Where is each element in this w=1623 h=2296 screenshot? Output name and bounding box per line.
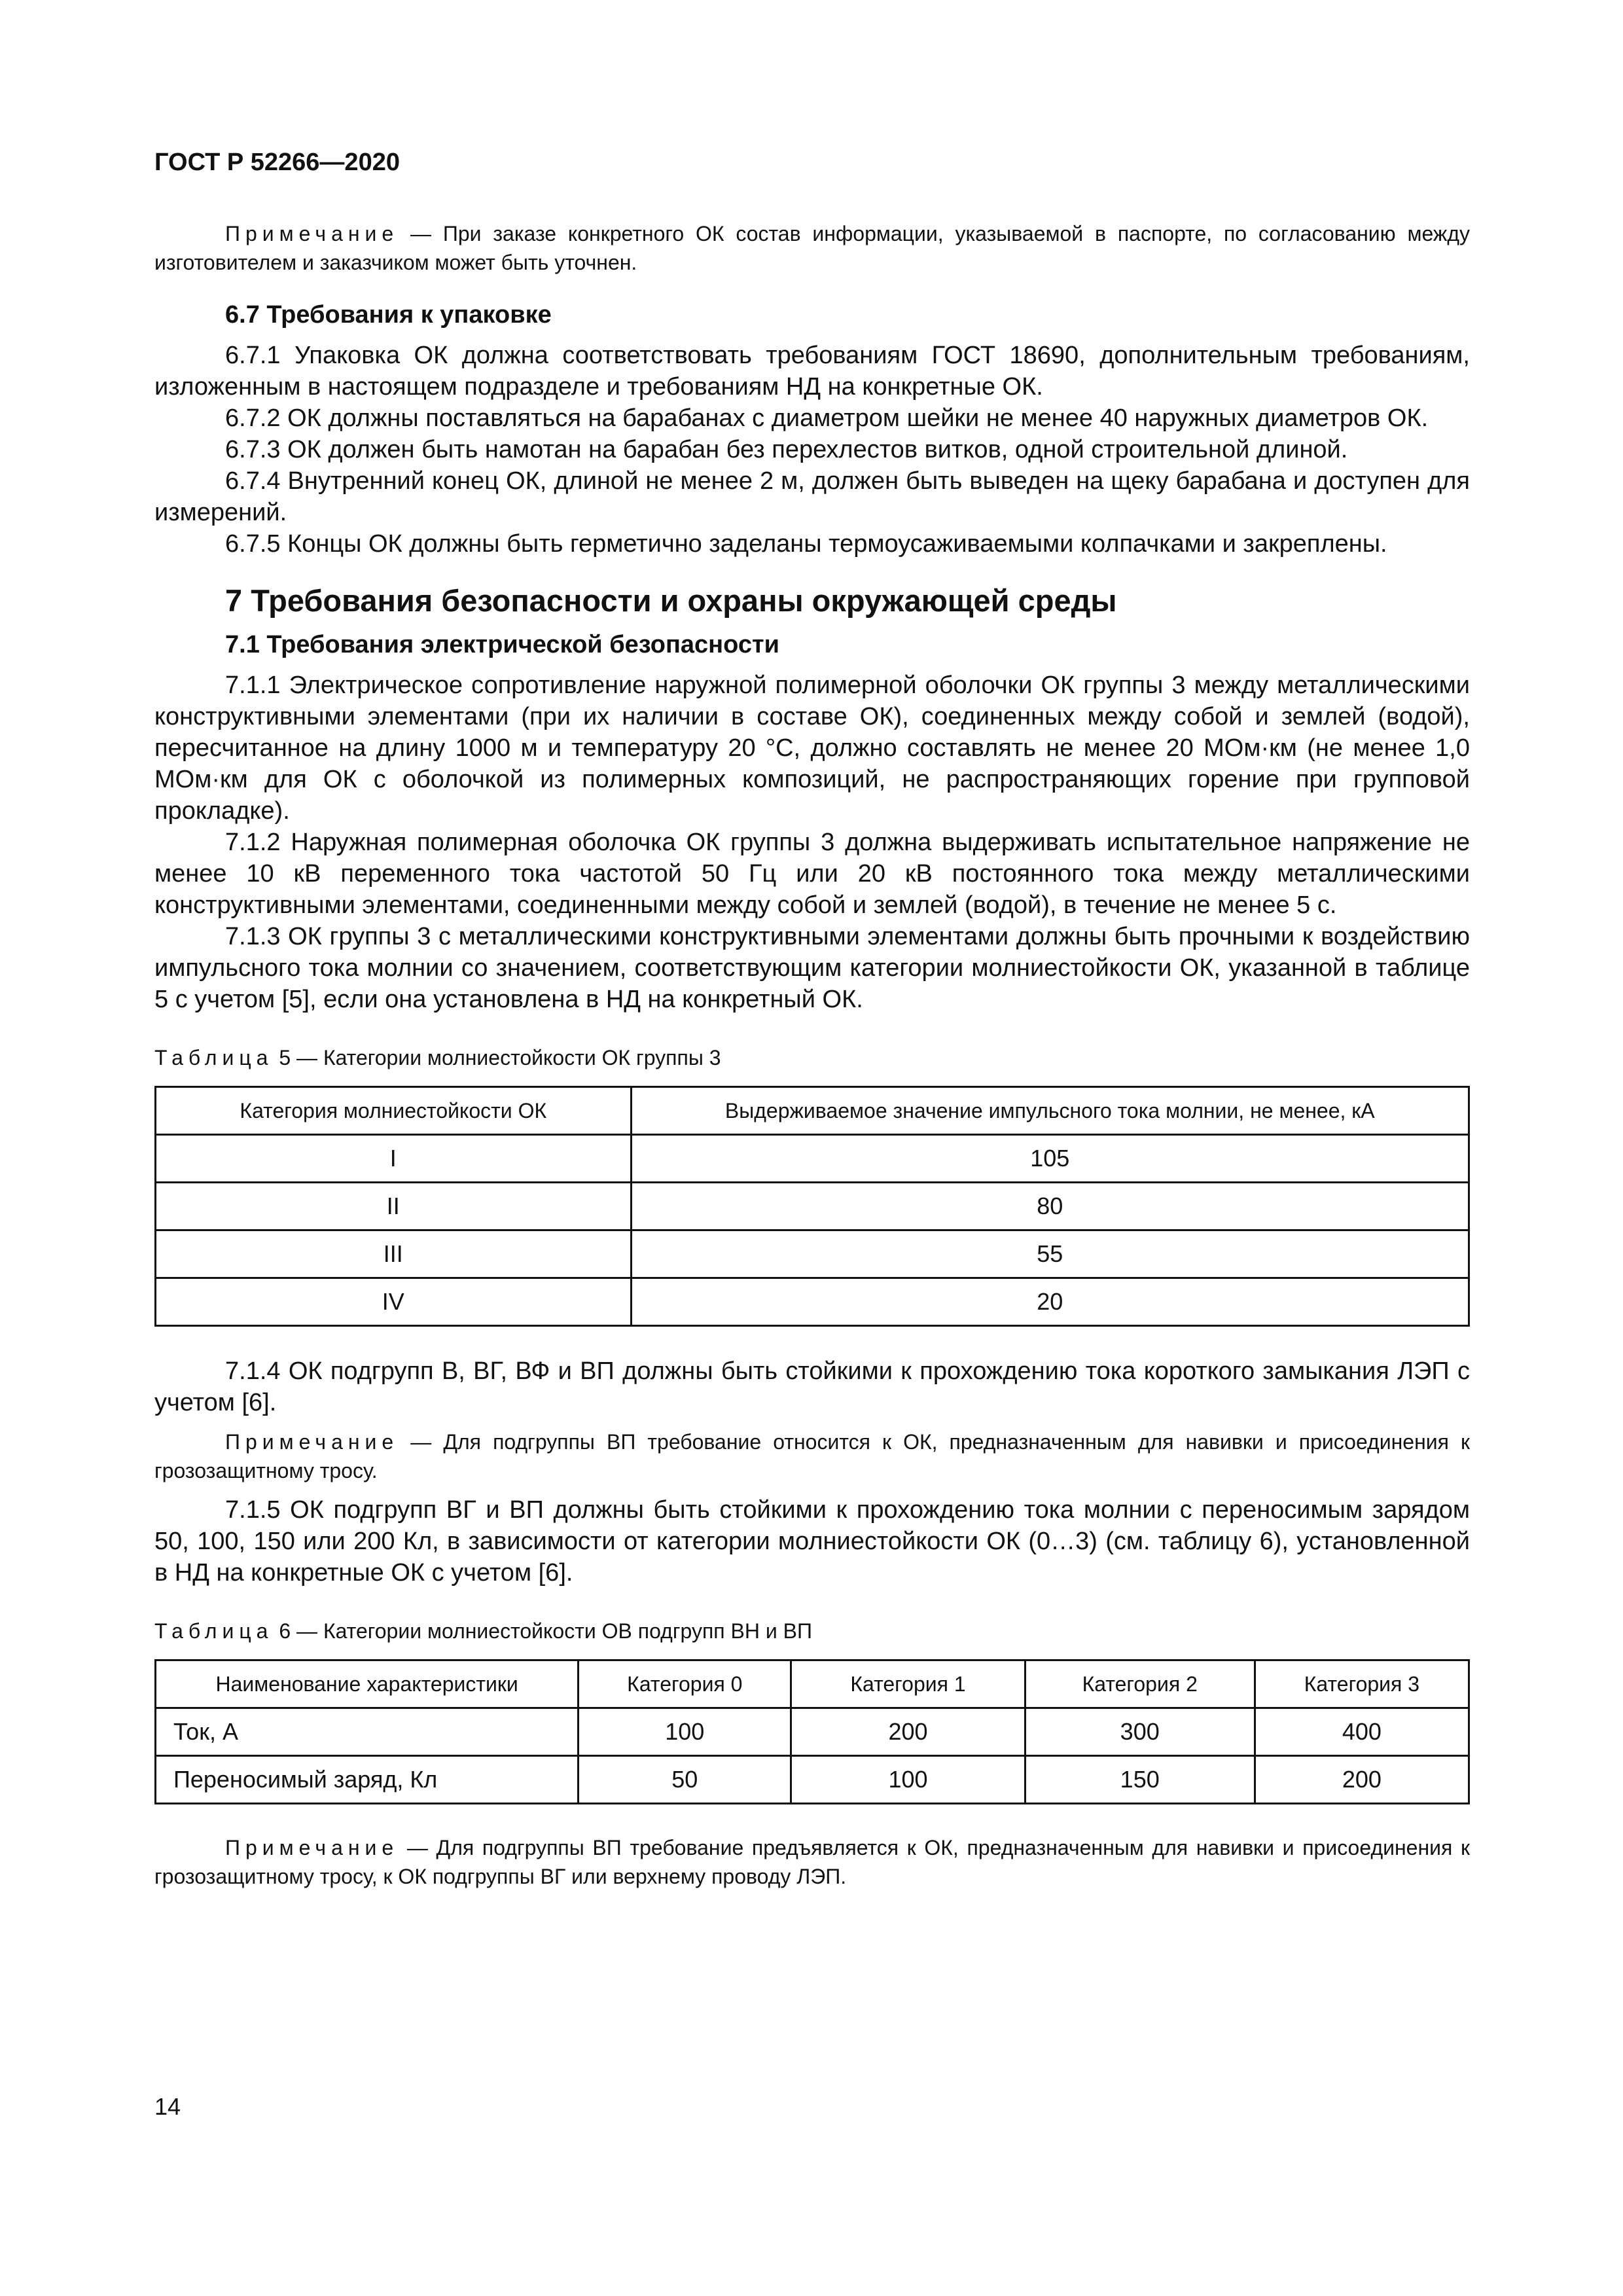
table-cell: 300 — [1025, 1708, 1255, 1756]
para-7-1-3: 7.1.3 ОК группы 3 с металлическими конструктивными элементами должны быть прочными к воздействию импульсного тока молнии со значением, соответствующим категории молниестойкости ОК, указанной в таблице 5 с учетом [5], если она установлена в НД на конкретный ОК. — [154, 923, 1470, 1013]
para-6-7-3: 6.7.3 ОК должен быть намотан на барабан без перехлестов витков, одной строительной длиной. — [225, 436, 1348, 463]
table-cell: 400 — [1255, 1708, 1469, 1756]
table-cell: 150 — [1025, 1756, 1255, 1804]
table-row — [156, 1756, 1469, 1804]
para-6-7-1: 6.7.1 Упаковка ОК должна соответствовать требованиям ГОСТ 18690, дополнительным требованиям, изложенным в настоящем подразделе и требованиям НД на конкретные ОК. — [154, 342, 1470, 401]
section-7-1-title: 7.1 Требования электрической безопасности — [225, 631, 779, 658]
table-header-cell: Наименование характеристики — [156, 1660, 579, 1708]
note-passport — [154, 219, 1470, 277]
table-cell: II — [156, 1183, 632, 1230]
table-header-cell: Категория 3 — [1255, 1660, 1469, 1708]
table-row — [156, 1183, 1469, 1230]
table-cell: Переносимый заряд, Кл — [156, 1756, 579, 1804]
table-5-caption — [154, 1044, 1470, 1071]
table-6 — [154, 1659, 1470, 1804]
table-cell: IV — [156, 1278, 632, 1326]
table-6-caption — [154, 1617, 1470, 1645]
table-caption-label: Таблица — [154, 1619, 274, 1643]
table-row — [156, 1278, 1469, 1326]
note-vp-subgroup — [154, 1427, 1470, 1485]
para-7-1-2: 7.1.2 Наружная полимерная оболочка ОК группы 3 должна выдерживать испытательное напряжение не менее 10 кВ переменного тока частотой 50 Гц или 20 кВ постоянного тока между металлическими конструктивными элементами, соединенными между собой и землей (водой), в течение не менее 5 с. — [154, 829, 1470, 919]
para-7-1-1: 7.1.1 Электрическое сопротивление наружной полимерной оболочки ОК группы 3 между металлическими конструктивными элементами (при их наличии в составе ОК), соединенных между собой и землей (водой), пересчитанное на длину 1000 м и температуру 20 °С, должно составлять не менее 20 МОм·км (не менее 1,0 МОм·км для ОК с оболочкой из полимерных композиций, не распространяющих горение при групповой прокладке). — [154, 672, 1470, 825]
table-cell: Ток, А — [156, 1708, 579, 1756]
document-page — [154, 147, 1470, 1891]
table-row — [156, 1708, 1469, 1756]
table-row — [156, 1230, 1469, 1278]
note-text: — При заказе конкретного ОК состав информации, указываемой в паспорте, по согласованию между изготовителем и заказчиком может быть уточнен. — [154, 222, 1470, 274]
table-header-cell: Категория 2 — [1025, 1660, 1255, 1708]
table-caption-text: 5 — Категории молниестойкости ОК группы 3 — [273, 1046, 721, 1069]
para-6-7-2: 6.7.2 ОК должны поставляться на барабанах с диаметром шейки не менее 40 наружных диаметров ОК. — [225, 404, 1429, 432]
table-cell: 80 — [631, 1183, 1469, 1230]
para-6-7-4: 6.7.4 Внутренний конец ОК, длиной не менее 2 м, должен быть выведен на щеку барабана и доступен для измерений. — [154, 467, 1470, 526]
table-header-row — [156, 1087, 1469, 1135]
table-header-cell: Категория молниестойкости ОК — [156, 1087, 632, 1135]
para-6-7-5: 6.7.5 Концы ОК должны быть герметично заделаны термоусаживаемыми колпачками и закреплены. — [225, 530, 1387, 558]
page-number: 14 — [154, 2093, 181, 2120]
table-header-cell: Выдерживаемое значение импульсного тока молнии, не менее, кА — [631, 1087, 1469, 1135]
document-header: ГОСТ Р 52266—2020 — [154, 149, 400, 176]
table-cell: 100 — [579, 1708, 791, 1756]
table-cell: 200 — [1255, 1756, 1469, 1804]
note-label: Примечание — [225, 222, 399, 245]
table-caption-text: 6 — Категории молниестойкости ОВ подгрупп ВН и ВП — [273, 1619, 812, 1643]
note-text: — Для подгруппы ВП требование относится к ОК, предназначенным для навивки и присоединения к грозозащитному тросу. — [154, 1430, 1470, 1482]
table-header-cell: Категория 0 — [579, 1660, 791, 1708]
table-cell: III — [156, 1230, 632, 1278]
note-vp-requirement — [154, 1833, 1470, 1891]
table-cell: 200 — [791, 1708, 1025, 1756]
table-cell: 50 — [579, 1756, 791, 1804]
table-cell: 100 — [791, 1756, 1025, 1804]
table-5 — [154, 1086, 1470, 1327]
section-7-title: 7 Требования безопасности и охраны окружающей среды — [225, 583, 1117, 618]
table-header-cell: Категория 1 — [791, 1660, 1025, 1708]
para-7-1-5: 7.1.5 ОК подгрупп ВГ и ВП должны быть стойкими к прохождению тока молнии с переносимым зарядом 50, 100, 150 или 200 Кл, в зависимости от категории молниестойкости ОК (0…3) (см. таблицу 6), установленной в НД на конкретные ОК с учетом [6]. — [154, 1496, 1470, 1587]
table-header-row — [156, 1660, 1469, 1708]
note-label: Примечание — [225, 1836, 399, 1859]
note-label: Примечание — [225, 1430, 399, 1454]
table-cell: 20 — [631, 1278, 1469, 1326]
note-text: — Для подгруппы ВП требование предъявляется к ОК, предназначенным для навивки и присоединения к грозозащитному тросу, к ОК подгруппы ВГ или верхнему проводу ЛЭП. — [154, 1836, 1470, 1888]
para-7-1-4: 7.1.4 ОК подгрупп В, ВГ, ВФ и ВП должны быть стойкими к прохождению тока короткого замыкания ЛЭП с учетом [6]. — [154, 1357, 1470, 1416]
table-cell: I — [156, 1135, 632, 1183]
section-6-7-title: 6.7 Требования к упаковке — [225, 301, 552, 329]
table-cell: 55 — [631, 1230, 1469, 1278]
table-cell: 105 — [631, 1135, 1469, 1183]
table-caption-label: Таблица — [154, 1046, 274, 1069]
table-row — [156, 1135, 1469, 1183]
